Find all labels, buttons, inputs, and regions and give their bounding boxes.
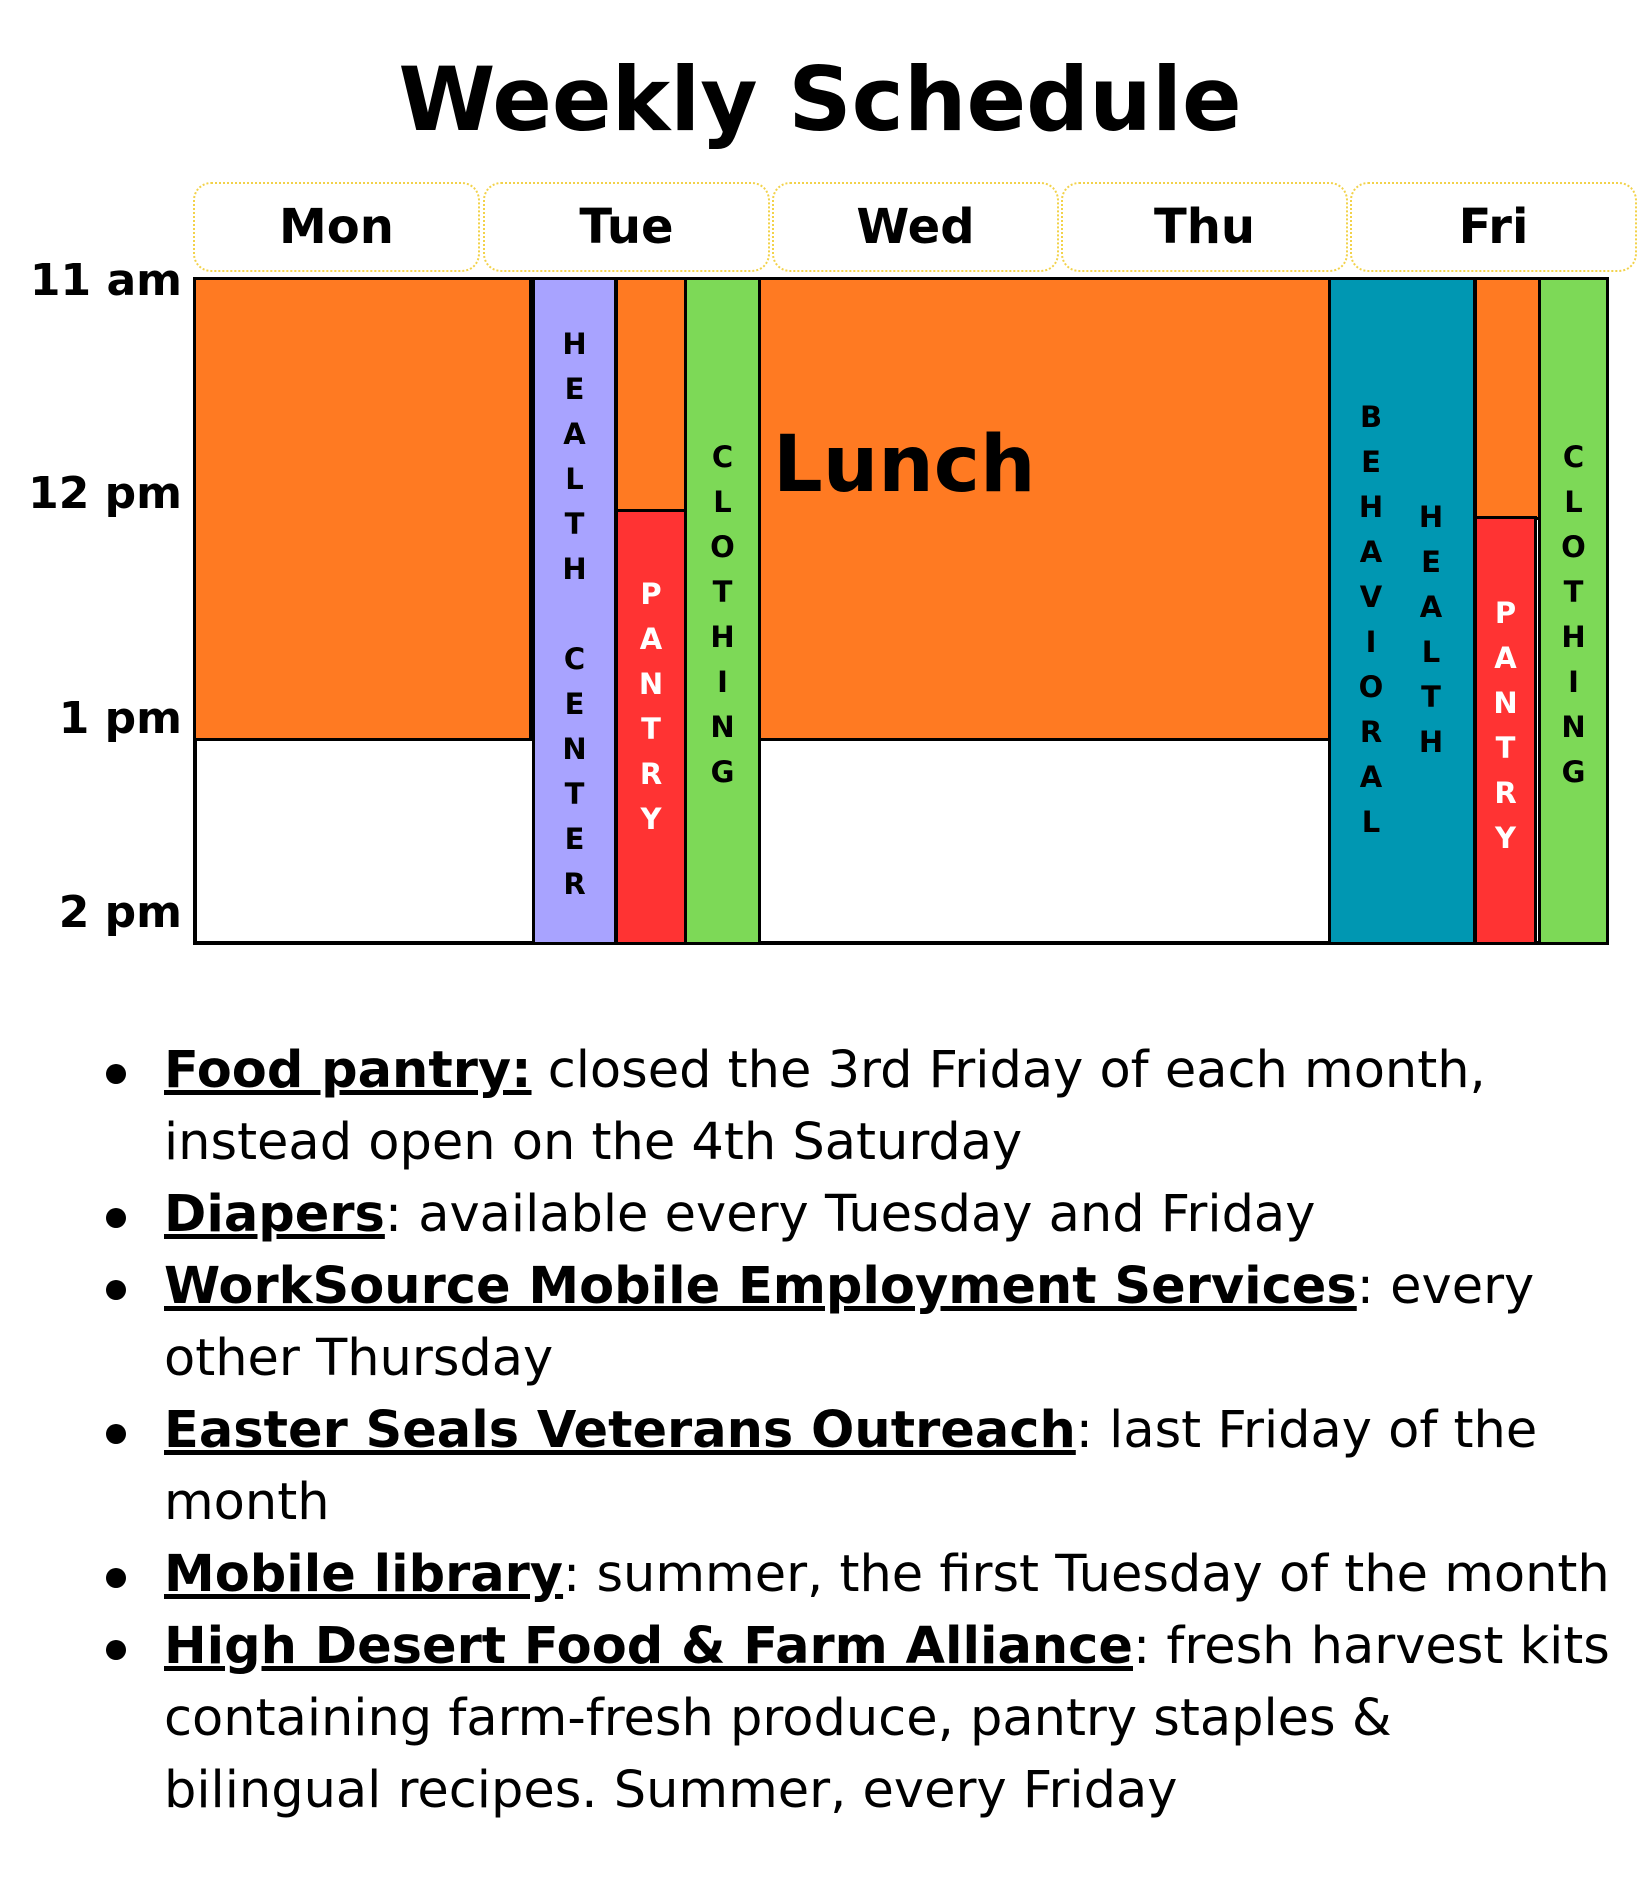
lunch-block-fri-strip bbox=[1474, 277, 1541, 520]
note-item-food-pantry bbox=[100, 1035, 1620, 1179]
health-center-label: H E A L T H C E N T E R bbox=[562, 327, 587, 901]
note-label: Diapers bbox=[164, 1185, 385, 1244]
lunch-block-mon bbox=[193, 277, 532, 741]
pantry-label-tue: P A N T R Y bbox=[638, 577, 664, 836]
behavioral-health-block-fri bbox=[1328, 277, 1476, 945]
bullet-icon bbox=[106, 1208, 126, 1228]
time-label-12pm: 12 pm bbox=[28, 468, 182, 519]
note-label: Mobile library bbox=[164, 1545, 564, 1604]
clothing-block-fri bbox=[1538, 277, 1609, 945]
day-header-thu: Thu bbox=[1061, 182, 1348, 272]
behavioral-label: B E H A V I O R A L bbox=[1358, 400, 1384, 839]
note-item-diapers bbox=[100, 1179, 1620, 1251]
note-text: : last Friday of the month bbox=[164, 1401, 1538, 1532]
health-center-block-tue bbox=[532, 277, 617, 945]
lunch-label: Lunch bbox=[773, 420, 1036, 510]
clothing-label-tue: C L O T H I N G bbox=[710, 440, 735, 789]
note-text: closed the 3rd Friday of each month, instead open on the 4th Saturday bbox=[164, 1041, 1486, 1172]
bullet-icon bbox=[106, 1640, 126, 1660]
page-title: Weekly Schedule bbox=[398, 48, 1242, 151]
note-text: : summer, the first Tuesday of the month bbox=[563, 1545, 1610, 1604]
note-text: : every other Thursday bbox=[164, 1257, 1535, 1388]
day-header-mon: Mon bbox=[193, 182, 480, 272]
clothing-block-tue bbox=[684, 277, 761, 945]
day-header-tue: Tue bbox=[483, 182, 770, 272]
bullet-icon bbox=[106, 1064, 126, 1084]
pantry-label-fri: P A N T R Y bbox=[1493, 596, 1518, 855]
note-label: Food pantry: bbox=[164, 1041, 532, 1100]
lunch-block-wed-thu bbox=[758, 277, 1331, 741]
note-item-high-desert bbox=[100, 1611, 1620, 1827]
schedule-grid bbox=[193, 277, 1605, 945]
note-label: High Desert Food & Farm Alliance bbox=[164, 1617, 1133, 1676]
time-label-1pm: 1 pm bbox=[58, 693, 182, 744]
note-label: WorkSource Mobile Employment Services bbox=[164, 1257, 1357, 1316]
day-header-fri: Fri bbox=[1350, 182, 1637, 272]
time-label-2pm: 2 pm bbox=[58, 887, 182, 938]
day-header-wed: Wed bbox=[772, 182, 1059, 272]
note-text: : available every Tuesday and Friday bbox=[384, 1185, 1316, 1244]
pantry-block-tue bbox=[615, 509, 687, 945]
health-label-fri: H E A L T H bbox=[1418, 500, 1444, 759]
note-label: Easter Seals Veterans Outreach bbox=[164, 1401, 1076, 1460]
notes-list bbox=[100, 1035, 1620, 1827]
bullet-icon bbox=[106, 1568, 126, 1588]
bullet-icon bbox=[106, 1280, 126, 1300]
lunch-block-tue-strip bbox=[615, 277, 687, 513]
note-item-worksource bbox=[100, 1251, 1620, 1395]
note-item-easter-seals bbox=[100, 1395, 1620, 1539]
bullet-icon bbox=[106, 1424, 126, 1444]
note-text: : fresh harvest kits containing farm-fresh produce, pantry staples & bilingual recipes. Summer, every Friday bbox=[164, 1617, 1610, 1820]
pantry-block-fri bbox=[1474, 516, 1537, 945]
clothing-label-fri: C L O T H I N G bbox=[1561, 440, 1586, 789]
time-label-11am: 11 am bbox=[29, 255, 182, 306]
note-item-mobile-library bbox=[100, 1539, 1620, 1611]
